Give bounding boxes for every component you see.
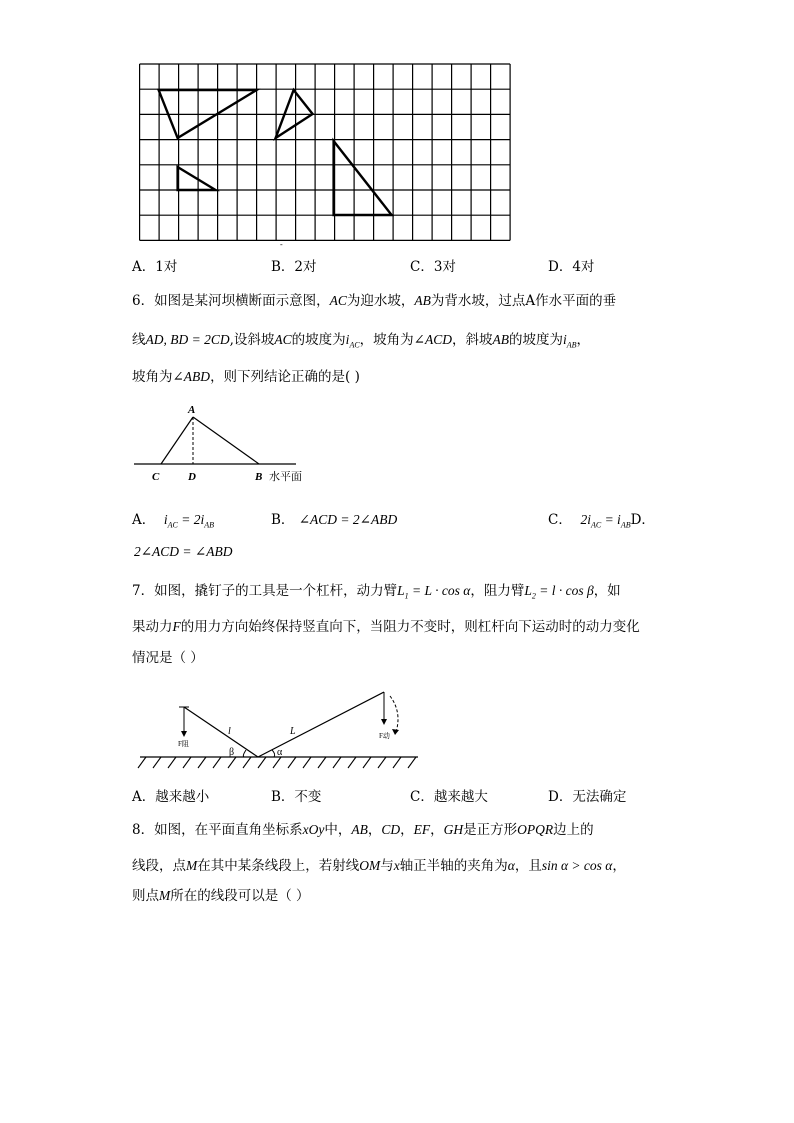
hatch-mark bbox=[273, 757, 281, 768]
q6-option-a[interactable]: A． $i_{AC} = 2i_{AB}$ bbox=[132, 512, 214, 530]
q5-option-c[interactable]: C．3对 bbox=[410, 259, 456, 275]
motion-arc bbox=[390, 696, 398, 732]
q8-line-3: 则点M所在的线段可以是（ ） bbox=[132, 888, 310, 904]
q5-option-b[interactable]: B．2对 bbox=[271, 259, 317, 275]
q7-option-d[interactable]: D．无法确定 bbox=[548, 789, 627, 805]
label-d: D bbox=[188, 471, 196, 483]
q7-option-a[interactable]: A．越来越小 bbox=[132, 789, 210, 805]
hatch-mark bbox=[213, 757, 221, 768]
q8-line-1: 8．如图，在平面直角坐标系xOy中，AB，CD，EF，GH是正方形OPQR边上的 bbox=[132, 822, 594, 838]
slope-ab bbox=[193, 417, 259, 464]
label-f-right: F动 bbox=[379, 732, 390, 740]
q6-option-b[interactable]: B． ∠ACD = 2∠ABD bbox=[271, 512, 398, 528]
hatch-mark bbox=[258, 757, 266, 768]
label-b: B bbox=[255, 471, 263, 483]
label-l: l bbox=[228, 726, 231, 737]
triangles bbox=[159, 90, 392, 215]
label-beta: β bbox=[229, 747, 235, 758]
q8-line-2: 线段，点M在其中某条线段上，若射线OM与x轴正半轴的夹角为α，且sin α > cos α， bbox=[132, 858, 626, 874]
hatch-mark bbox=[153, 757, 161, 768]
label-water-plane: 水平面 bbox=[269, 471, 302, 483]
force-right-arrowhead bbox=[381, 719, 387, 725]
q6-line-2: 线AD, BD = 2CD,设斜坡AC的坡度为$i_{AC}$，坡角为∠ACD，斜坡AB的坡度为$i_{AB}$， bbox=[132, 332, 591, 350]
hatch-mark bbox=[288, 757, 296, 768]
q6-line-1: 6．如图是某河坝横断面示意图，AC为迎水坡，AB为背水坡，过点A作水平面的垂 bbox=[132, 293, 617, 309]
label-c: C bbox=[152, 471, 160, 483]
q7-lever-figure bbox=[134, 684, 424, 774]
hatch-mark bbox=[393, 757, 401, 768]
hatch-mark bbox=[243, 757, 251, 768]
motion-arc-arrowhead bbox=[392, 729, 399, 735]
q6-dam-figure bbox=[130, 400, 330, 490]
hatch-mark bbox=[363, 757, 371, 768]
label-L: L bbox=[290, 726, 296, 737]
force-left-arrowhead bbox=[181, 731, 187, 737]
arm-short-l bbox=[184, 707, 258, 757]
triangle-3 bbox=[178, 167, 216, 190]
label-alpha: α bbox=[277, 747, 283, 758]
hatch-mark bbox=[378, 757, 386, 768]
hatch-mark bbox=[303, 757, 311, 768]
q7-line-1: 7．如图，撬钉子的工具是一个杠杆，动力臂$L_1 = L \cdot \cos \alpha$，阻力臂$L_2 = l \cdot \cos \beta$，如 bbox=[132, 583, 621, 601]
q7-option-b[interactable]: B．不变 bbox=[271, 789, 322, 805]
q6-line-3: 坡角为∠ABD，则下列结论正确的是( ) bbox=[132, 369, 360, 385]
hatch-mark bbox=[168, 757, 176, 768]
label-f-left: F阻 bbox=[178, 740, 189, 748]
label-a: A bbox=[188, 404, 196, 416]
hatch-mark bbox=[333, 757, 341, 768]
q5-option-a[interactable]: A．1对 bbox=[132, 259, 178, 275]
q7-line-2: 果动力F的用力方向始终保持竖直向下，当阻力不变时，则杠杆向下运动时的动力变化 bbox=[132, 619, 640, 635]
hatch-mark bbox=[408, 757, 416, 768]
slope-ac bbox=[161, 417, 193, 464]
svg-text:-: - bbox=[280, 240, 283, 249]
q5-option-d[interactable]: D．4对 bbox=[548, 259, 595, 275]
q6-option-d[interactable]: 2∠ACD = ∠ABD bbox=[134, 544, 233, 559]
q5-grid-figure bbox=[134, 60, 516, 250]
q7-line-3: 情况是（ ） bbox=[132, 650, 204, 666]
hatch-mark bbox=[198, 757, 206, 768]
hatch-mark bbox=[348, 757, 356, 768]
hatch-mark bbox=[228, 757, 236, 768]
hatch-mark bbox=[183, 757, 191, 768]
q7-option-c[interactable]: C．越来越大 bbox=[410, 789, 488, 805]
triangle-4 bbox=[334, 141, 392, 215]
angle-beta-arc bbox=[243, 750, 246, 757]
hatch-mark bbox=[318, 757, 326, 768]
hatch-mark bbox=[138, 757, 146, 768]
angle-alpha-arc bbox=[272, 750, 275, 757]
q6-option-c[interactable]: C． $2i_{AC} = i_{AB}D$． bbox=[548, 512, 655, 530]
ground-hatching bbox=[138, 757, 416, 768]
